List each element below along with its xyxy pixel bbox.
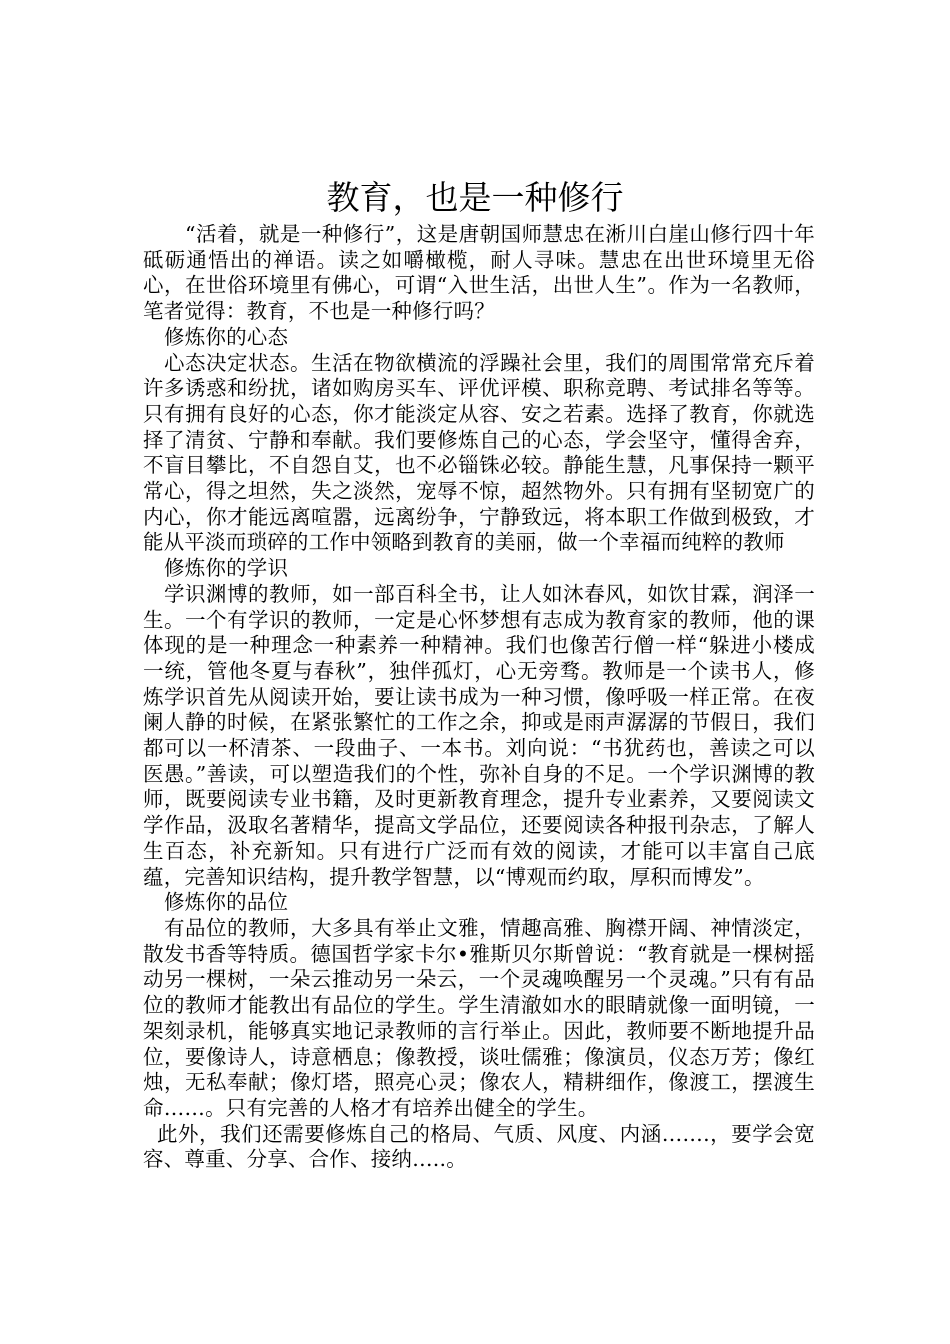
- section-heading-mindset: 修炼你的心态: [164, 324, 289, 349]
- document-title: 教育，也是一种修行: [326, 178, 624, 217]
- closing-paragraph: 此外，我们还需要修炼自己的格局、气质、风度、内涵…….，要学会宽容、尊重、分享、合作、接纳…..。: [143, 1121, 815, 1172]
- section-heading-taste: 修炼你的品位: [164, 890, 289, 915]
- section-heading-knowledge: 修炼你的学识: [164, 556, 289, 581]
- section-body-knowledge: 学识渊博的教师，如一部百科全书，让人如沐春风，如饮甘霖，润泽一生。一个有学识的教师，一定是心怀梦想有志成为教育家的教师，他的课体现的是一种理念一种素养一种精神。我们也像苦行僧一样“躲进小楼成一统，管他冬夏与春秋”，独伴孤灯，心无旁骛。教师是一个读书人，修炼学识首先从阅读开始，要让读书成为一种习惯，像呼吸一样正常。在夜阑人静的时候，在紧张繁忙的工作之余，抑或是雨声潺潺的节假日，我们都可以一杯清茶、一段曲子、一本书。刘向说：“书犹药也，善读之可以医愚。”善读，可以塑造我们的个性，弥补自身的不足。一个学识渊博的教师，既要阅读专业书籍，及时更新教育理念，提升专业素养，又要阅读文学作品，汲取名著精华，提高文学品位，还要阅读各种报刊杂志，了解人生百态，补充新知。只有进行广泛而有效的阅读，才能可以丰富自己底蕴，完善知识结构，提升教学智慧，以“博观而约取，厚积而博发”。: [143, 581, 815, 889]
- section-body-mindset: 心态决定状态。生活在物欲横流的浮躁社会里，我们的周围常常充斥着许多诱惑和纷扰，诸如购房买车、评优评模、职称竞聘、考试排名等等。只有拥有良好的心态，你才能淡定从容、安之若素。选择了教育，你就选择了清贫、宁静和奉献。我们要修炼自己的心态，学会坚守，懂得舍弃，不盲目攀比，不自怨自艾，也不必锱铢必较。静能生慧，凡事保持一颗平常心，得之坦然，失之淡然，宠辱不惊，超然物外。只有拥有坚韧宽广的内心，你才能远离喧嚣，远离纷争，宁静致远，将本职工作做到极致，才能从平淡而琐碎的工作中领略到教育的美丽，做一个幸福而纯粹的教师: [143, 350, 815, 555]
- document-body: [143, 222, 815, 1173]
- section-body-taste: 有品位的教师，大多具有举止文雅，情趣高雅、胸襟开阔、神情淡定，散发书香等特质。德国哲学家卡尔•雅斯贝尔斯曾说：“教育就是一棵树摇动另一棵树，一朵云推动另一朵云，一个灵魂唤醒另一个灵魂。”只有有品位的教师才能教出有品位的学生。学生清澈如水的眼睛就像一面明镜，一架刻录机，能够真实地记录教师的言行举止。因此，教师要不断地提升品位，要像诗人，诗意栖息；像教授，谈吐儒雅；像演员，仪态万芳；像红烛，无私奉献；像灯塔，照亮心灵；像农人，精耕细作，像渡工，摆渡生命……。只有完善的人格才有培养出健全的学生。: [143, 915, 815, 1120]
- intro-paragraph: “活着，就是一种修行”，这是唐朝国师慧忠在淅川白崖山修行四十年砥砺通悟出的禅语。读之如嚼橄榄，耐人寻味。慧忠在出世环境里无俗心，在世俗环境里有佛心，可谓“入世生活，出世人生”。作为一名教师，笔者觉得：教育，不也是一种修行吗？: [143, 222, 815, 324]
